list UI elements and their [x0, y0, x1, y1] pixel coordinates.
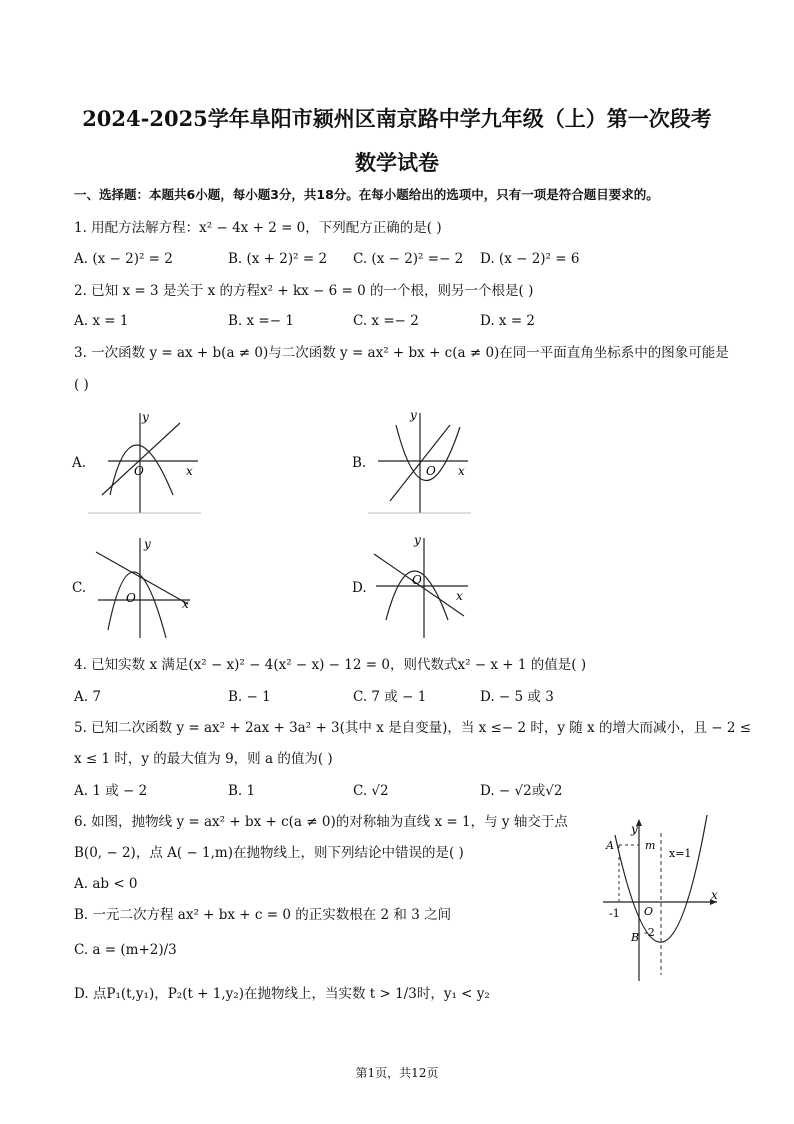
title-line2: 数学试卷: [355, 150, 439, 175]
q3-label-c: C.: [72, 580, 87, 596]
q3-graph-a: [88, 405, 203, 515]
q5-stem: 5. 已知二次函数 y = ax² + 2ax + 3a² + 3(其中 x 是自变量)，当 x ≤− 2 时，y 随 x 的增大而减小，且 − 2 ≤: [74, 720, 752, 736]
q3b-origin-label: O: [426, 464, 436, 478]
q3-label-a: A.: [72, 455, 87, 471]
q3-stem: 3. 一次函数 y = ax + b(a ≠ 0)与二次函数 y = ax² + bx + c(a ≠ 0)在同一平面直角坐标系中的图象可能是: [74, 345, 729, 361]
q3a-y-axis-label: y: [142, 410, 149, 424]
q5-option-b: B. 1: [228, 783, 256, 799]
section-heading: 一、选择题：本题共6小题，每小题3分，共18分。在每小题给出的选项中，只有一项是符合题目要求的。: [74, 187, 659, 202]
q6-stem: 6. 如图，抛物线 y = ax² + bx + c(a ≠ 0)的对称轴为直线 x = 1，与 y 轴交于点: [74, 814, 568, 830]
q6-option-c: C. a = (m+2)/3: [74, 942, 177, 958]
q3c-y-axis-label: y: [144, 537, 151, 551]
q2-stem: 2. 已知 x = 3 是关于 x 的方程x² + kx − 6 = 0 的一个根，则另一个根是( ): [74, 283, 534, 299]
q6-option-b: B. 一元二次方程 ax² + bx + c = 0 的正实数根在 2 和 3 之间: [74, 907, 452, 923]
q4-option-c: C. 7 或 − 1: [353, 689, 427, 705]
title-line1: 2024-2025学年阜阳市颍州区南京路中学九年级（上）第一次段考: [82, 106, 712, 131]
q3d-y-axis-label: y: [414, 533, 421, 547]
q6-stem-line2: B(0, − 2)，点 A( − 1,m)在抛物线上，则下列结论中错误的是( ): [74, 845, 464, 861]
q6-x-axis-label: x: [711, 888, 718, 902]
q6-option-a: A. ab < 0: [74, 876, 138, 892]
q5-option-d: D. − √2或√2: [480, 783, 563, 799]
q3a-x-axis-label: x: [186, 464, 193, 478]
q6-neg1-label: -1: [609, 907, 620, 920]
page-footer: 第1页，共12页: [355, 1066, 439, 1080]
q1-option-a: A. (x − 2)² = 2: [74, 251, 173, 267]
q4-option-a: A. 7: [74, 689, 101, 705]
q3-graph-d: [368, 530, 473, 640]
q1-option-b: B. (x + 2)² = 2: [228, 251, 328, 267]
q6-axis-of-symmetry-label: x=1: [669, 847, 692, 860]
q3-label-b: B.: [352, 455, 367, 471]
q6-m-label: m: [645, 839, 656, 852]
q5-option-a: A. 1 或 − 2: [74, 783, 148, 799]
q6-option-d: D. 点P₁(t,y₁)，P₂(t + 1,y₂)在抛物线上，当实数 t > 1/3时，y₁ < y₂: [74, 986, 490, 1002]
q6-point-b-label: B: [631, 931, 640, 944]
q2-option-b: B. x =− 1: [228, 313, 294, 329]
q4-option-d: D. − 5 或 3: [480, 689, 554, 705]
q6-parabola-figure: [595, 815, 723, 985]
q5-option-c: C. √2: [353, 783, 389, 799]
q1-stem: 1. 用配方法解方程：x² − 4x + 2 = 0，下列配方正确的是( ): [74, 220, 442, 236]
q3c-x-axis-label: x: [182, 597, 189, 611]
q2-option-a: A. x = 1: [74, 313, 129, 329]
q4-stem: 4. 已知实数 x 满足(x² − x)² − 4(x² − x) − 12 = 0，则代数式x² − x + 1 的值是( ): [74, 657, 587, 673]
q3-stem-paren: ( ): [74, 377, 89, 393]
q1-option-d: D. (x − 2)² = 6: [480, 251, 580, 267]
q2-option-c: C. x =− 2: [353, 313, 419, 329]
q3a-origin-label: O: [134, 464, 144, 478]
q3-label-d: D.: [352, 580, 367, 596]
q6-point-a-label: A: [606, 839, 614, 852]
q3b-y-axis-label: y: [410, 408, 417, 422]
q3-graph-b: [368, 405, 473, 515]
q3-graph-c: [88, 530, 198, 640]
q6-y-axis-label: y: [631, 822, 638, 836]
q3b-x-axis-label: x: [458, 464, 465, 478]
q2-option-d: D. x = 2: [480, 313, 536, 329]
q6-neg2-label: -2: [644, 926, 655, 939]
q1-option-c: C. (x − 2)² =− 2: [353, 251, 464, 267]
q3d-x-axis-label: x: [456, 589, 463, 603]
q4-option-b: B. − 1: [228, 689, 271, 705]
q6-origin-label: O: [644, 905, 654, 918]
q3c-origin-label: O: [126, 591, 136, 605]
q3d-origin-label: O: [412, 573, 422, 587]
q5-stem-line2: x ≤ 1 时，y 的最大值为 9，则 a 的值为( ): [74, 751, 333, 767]
